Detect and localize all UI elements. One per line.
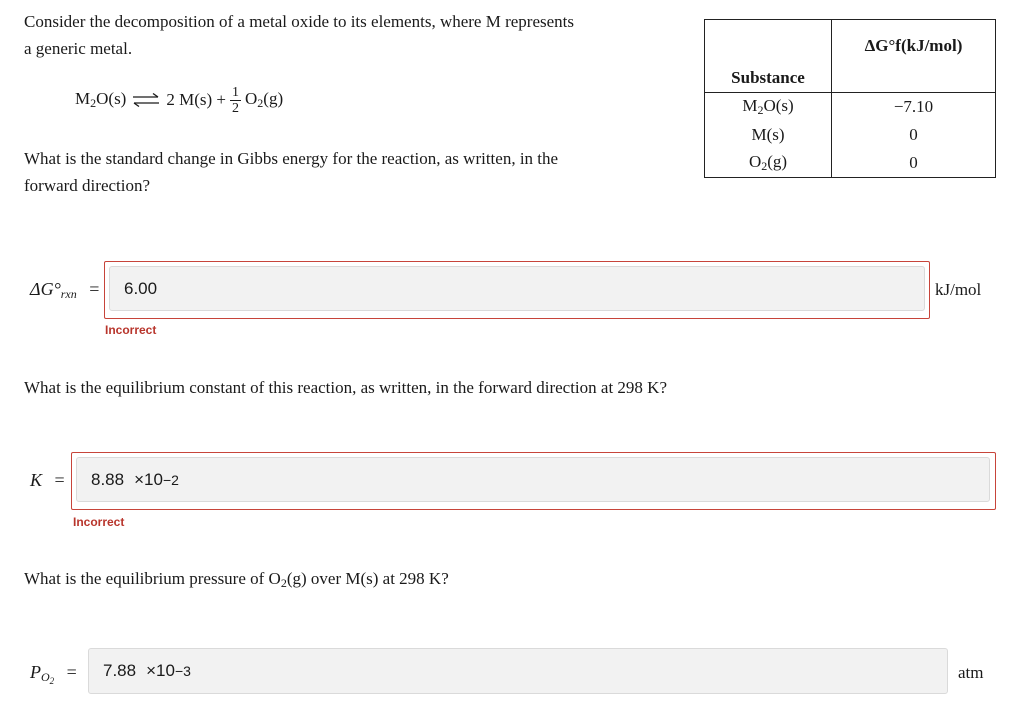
q2-feedback: Incorrect [73, 515, 125, 529]
question-3-text: What is the equilibrium pressure of $O_2(g)$ over M(s) at 298 K? [24, 569, 449, 590]
table-cell-value: −7.10 [832, 93, 996, 122]
equilibrium-arrow-icon [132, 93, 160, 107]
table-cell-value: 0 [832, 149, 996, 178]
eq-product-metal: 2 M(s) + [166, 90, 226, 109]
oxygen-pressure-input[interactable]: 7.88 ×10 −3 [88, 648, 948, 694]
eq-product-oxygen: $O_2(g)$ [245, 89, 284, 110]
gibbs-energy-input[interactable]: 6.00 [109, 266, 925, 311]
q2-label: K = [30, 470, 65, 490]
q1-label: $\Delta G^\circ_{rxn}$ = [30, 279, 100, 301]
q1-feedback: Incorrect [105, 323, 157, 337]
intro-line-1: Consider the decomposition of a metal oxide to its elements, where M represents [24, 12, 575, 31]
q3-label: $P_{O2}$ = [30, 662, 77, 686]
reaction-equation [75, 80, 283, 120]
eq-fraction: $\frac{1}{2}$ [232, 84, 239, 116]
equilibrium-constant-input[interactable]: 8.88 ×10 −2 [76, 457, 990, 502]
table-row [705, 93, 996, 122]
table-row [705, 149, 996, 178]
intro-text [24, 8, 574, 62]
intro-line-2: a generic metal. [24, 39, 133, 58]
table-header-gibbs: ΔG°f(kJ/mol) [832, 20, 996, 93]
table-cell-value: 0 [832, 121, 996, 149]
eq-reactant: $M_2O(s)$ [75, 89, 127, 110]
question-2-text: What is the equilibrium constant of this reaction, as written, in the forward direction at 298 K? [24, 378, 667, 397]
table-cell-substance: $O_2(g)$ [705, 149, 832, 178]
table-cell-substance: M(s) [705, 121, 832, 149]
table-row [705, 121, 996, 149]
table-cell-substance: $M_2O(s)$ [705, 93, 832, 122]
q3-unit: atm [958, 663, 984, 682]
table-header-substance: Substance [705, 20, 832, 93]
q1-unit: kJ/mol [935, 280, 982, 299]
gibbs-energy-table [704, 19, 996, 178]
question-1-text: What is the standard change in Gibbs energy for the reaction, as written, in the forward direction? [24, 149, 559, 195]
